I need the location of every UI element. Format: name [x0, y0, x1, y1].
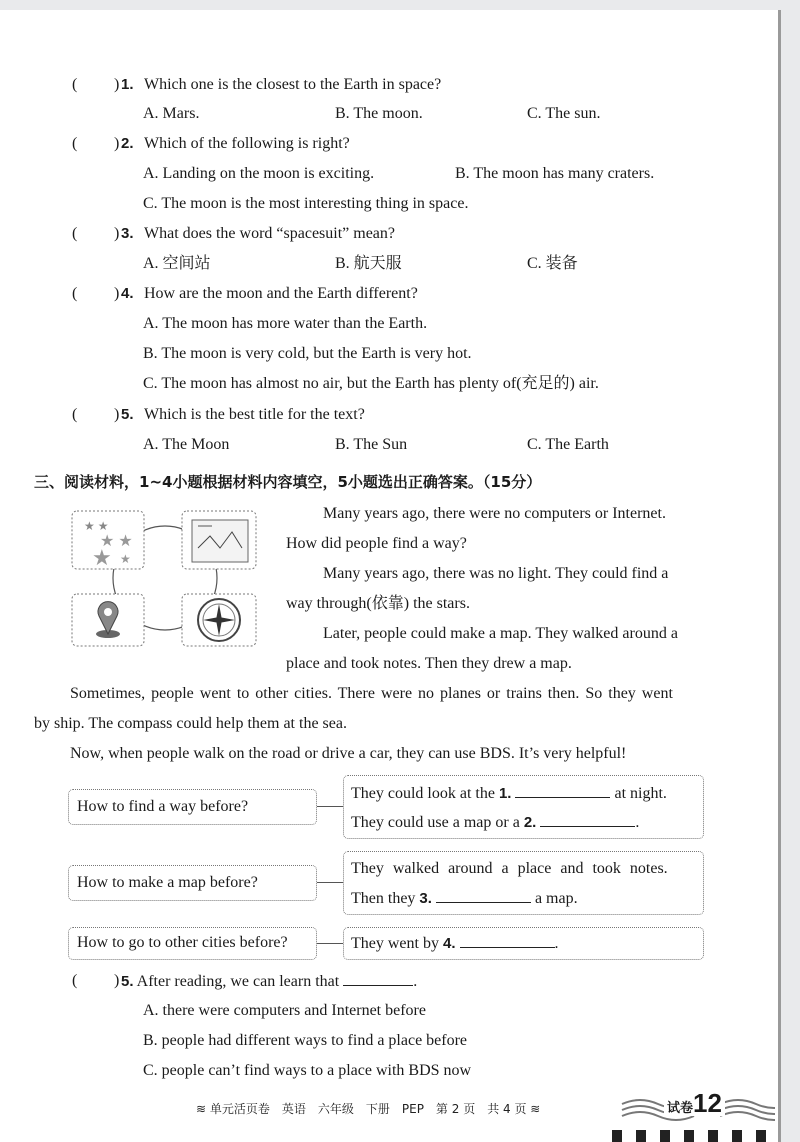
svg-text:★ ★: ★ ★: [84, 519, 109, 533]
exam-number-badge: [664, 1090, 725, 1116]
q5-option-c[interactable]: C. The Earth: [527, 436, 609, 453]
blank-3[interactable]: [436, 888, 531, 903]
table-question-text: How to find a way before?: [77, 798, 249, 815]
table-question-2: [68, 865, 317, 901]
table-question-text: How to make a map before?: [77, 874, 258, 891]
table-answer-2: [343, 851, 704, 915]
answer-text: a map.: [530, 890, 578, 907]
blank-2[interactable]: [540, 812, 635, 827]
q5-paren-close: ): [114, 406, 120, 423]
q1-option-b[interactable]: B. The moon.: [335, 105, 423, 122]
q2-option-a[interactable]: A. Landing on the moon is exciting.: [143, 165, 375, 182]
s3q5-paren-close: ): [114, 972, 120, 989]
q3-option-c[interactable]: C. 装备: [527, 255, 578, 272]
q2-text: Which of the following is right?: [144, 135, 350, 152]
edge-marks: [612, 1130, 766, 1142]
answer-text: .: [635, 814, 640, 831]
answer-text: They could use a map or a: [351, 814, 524, 831]
blank-num: 2.: [523, 814, 537, 831]
table-question-1: [68, 789, 317, 825]
q1-paren-close: ): [114, 76, 120, 93]
answer-text: .: [554, 935, 559, 952]
blank-1[interactable]: [515, 783, 610, 798]
s3q5-option-a[interactable]: A. there were computers and Internet before: [143, 1002, 426, 1019]
q1-paren: (: [72, 76, 78, 93]
passage-line-9: Now, when people walk on the road or drive a car, they can use BDS. It’s very helpful!: [70, 745, 627, 762]
q4-option-a[interactable]: A. The moon has more water than the Earth.: [143, 315, 428, 332]
s3q5-end: .: [413, 973, 418, 990]
passage-line-2: How did people find a way?: [286, 535, 467, 552]
footer-text: ≋ 单元活页卷 英语 六年级 下册 PEP 第 2 页 共 4 页 ≋: [196, 1102, 541, 1116]
q2-paren-close: ): [114, 135, 120, 152]
passage-line-8: by ship. The compass could help them at the sea.: [34, 715, 347, 732]
q4-paren: (: [72, 285, 78, 302]
q5-option-a[interactable]: A. The Moon: [143, 436, 230, 453]
q3-paren: (: [72, 225, 78, 242]
answer-text: Then they: [351, 890, 420, 907]
table-question-3: [68, 927, 317, 960]
stars-icon: [72, 511, 144, 570]
q3-num: 3.: [121, 225, 134, 242]
blank-num: 4.: [442, 935, 456, 952]
s3q5-option-c[interactable]: C. people can’t find ways to a place with BDS now: [143, 1062, 472, 1079]
q4-paren-close: ): [114, 285, 120, 302]
q2-option-c[interactable]: C. The moon is the most interesting thing in space.: [143, 195, 469, 212]
q2-num: 2.: [121, 135, 134, 152]
svg-text:★: ★: [92, 545, 112, 570]
q5-option-b[interactable]: B. The Sun: [335, 436, 408, 453]
passage-line-1: Many years ago, there were no computers or Internet.: [323, 505, 666, 522]
answer-text: They went by: [351, 935, 443, 952]
answer-text: They walked around a place and took notes.: [351, 860, 668, 877]
compass-icon: [182, 594, 256, 646]
q3-text: What does the word “spacesuit” mean?: [144, 225, 396, 242]
table-answer-1: [343, 775, 704, 839]
section3-title: 三、阅读材料，1~4小题根据材料内容填空，5小题选出正确答案。（15分）: [34, 473, 542, 491]
q5-paren: (: [72, 406, 78, 423]
s3q5-paren: (: [72, 972, 78, 989]
q4-option-c[interactable]: C. The moon has almost no air, but the Earth has plenty of(充足的) air.: [143, 375, 599, 392]
answer-text: They could look at the: [351, 785, 499, 802]
q4-text: How are the moon and the Earth different?: [144, 285, 418, 302]
table-question-text: How to go to other cities before?: [77, 934, 288, 951]
q4-option-b[interactable]: B. The moon is very cold, but the Earth is very hot.: [143, 345, 472, 362]
connector-line: [317, 882, 343, 883]
passage-line-7: Sometimes, people went to other cities. There were no planes or trains then. So they went: [70, 685, 673, 702]
answer-text: at night.: [610, 785, 667, 802]
location-pin-icon: [72, 594, 144, 646]
q1-option-a[interactable]: A. Mars.: [143, 105, 200, 122]
blank-num: 3.: [419, 890, 432, 907]
blank-num: 1.: [498, 785, 512, 802]
badge-label: 试卷: [667, 1101, 694, 1116]
q5-num: 5.: [121, 406, 134, 423]
q3-option-b[interactable]: B. 航天服: [335, 255, 402, 272]
s3q5-num: 5.: [121, 973, 134, 990]
map-icon: [182, 511, 256, 569]
q1-num: 1.: [121, 76, 134, 93]
blank-4[interactable]: [460, 933, 555, 948]
svg-text:★ ★: ★ ★: [100, 533, 133, 550]
connector-line: [317, 806, 343, 807]
q1-option-c[interactable]: C. The sun.: [527, 105, 601, 122]
q3-paren-close: ): [114, 225, 120, 242]
s3q5-text: After reading, we can learn that: [136, 973, 340, 990]
table-answer-3: [343, 927, 704, 960]
passage-line-6: place and took notes. Then they drew a map.: [286, 655, 572, 672]
svg-text:★: ★: [120, 552, 131, 566]
q1-text: Which one is the closest to the Earth in space?: [144, 76, 442, 93]
badge-number: 12: [693, 1088, 722, 1118]
illustration: [70, 508, 260, 648]
q2-option-b[interactable]: B. The moon has many craters.: [455, 165, 655, 182]
passage-line-4: way through(依靠) the stars.: [286, 595, 470, 612]
q3-option-a[interactable]: A. 空间站: [143, 255, 211, 272]
s3q5-option-b[interactable]: B. people had different ways to find a place before: [143, 1032, 468, 1049]
q2-paren: (: [72, 135, 78, 152]
q5-text: Which is the best title for the text?: [144, 406, 365, 423]
passage-line-3: Many years ago, there was no light. They could find a: [323, 565, 669, 582]
passage-line-5: Later, people could make a map. They walked around a: [323, 625, 678, 642]
q4-num: 4.: [121, 285, 134, 302]
s3q5-blank[interactable]: [343, 971, 413, 986]
connector-line: [317, 943, 343, 944]
